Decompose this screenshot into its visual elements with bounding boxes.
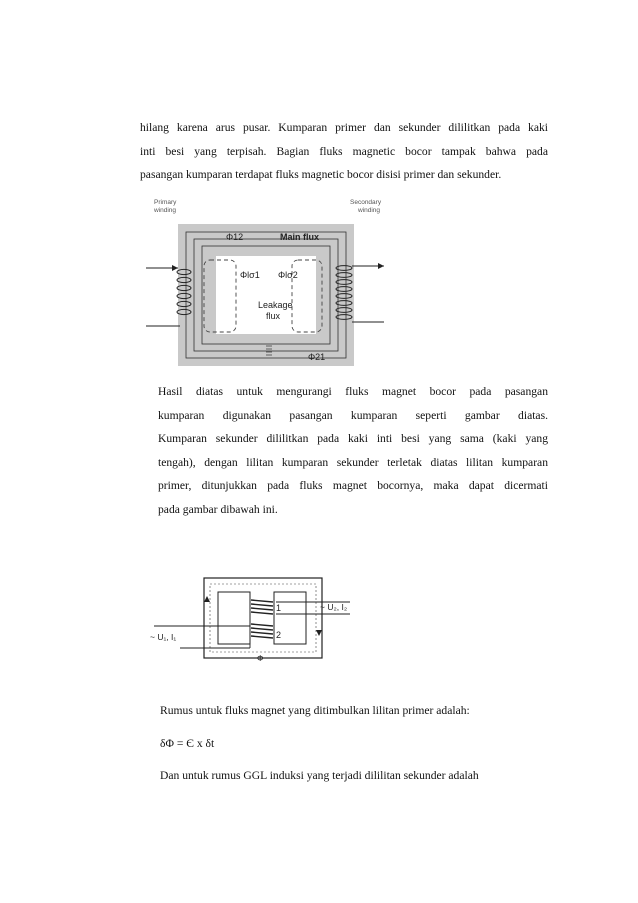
- primary-label-line: winding: [154, 207, 177, 214]
- phi12-label: Φ12: [226, 232, 244, 242]
- secondary-label-line: winding: [358, 207, 381, 214]
- core-outline: [204, 578, 322, 658]
- arrow-icon: [316, 630, 322, 636]
- paragraph-line: Hasil diatas untuk mengurangi fluks magnet bocor pada pasangan: [158, 385, 548, 398]
- leakage-label-line: Leakage: [258, 300, 293, 310]
- formula: δΦ = Є x δt: [160, 737, 215, 750]
- leakage-label-line: flux: [266, 311, 281, 321]
- winding-1-label: 1: [276, 603, 282, 613]
- arrow-icon: [204, 596, 210, 602]
- arrow-icon: [378, 263, 384, 269]
- primary-winding-2: [251, 624, 273, 638]
- paragraph-line: pasangan kumparan terdapat fluks magnetic bocor disisi primer dan sekunder.: [140, 168, 502, 181]
- transformer-leakage-figure: [140, 196, 390, 371]
- formula-intro: Rumus untuk fluks magnet yang ditimbulkan lilitan primer adalah:: [160, 704, 470, 717]
- paragraph-line: kumparan digunakan pasangan kumparan seperti gambar diatas.: [158, 408, 548, 422]
- primary-label-line: Primary: [154, 199, 177, 206]
- secondary-winding-1: [251, 600, 273, 614]
- phi-l1-label: Φlσ1: [240, 270, 260, 280]
- paragraph-line: pada gambar dibawah ini.: [158, 502, 278, 516]
- paragraph-line: inti besi yang terpisah. Bagian fluks magnetic bocor tampak bahwa pada: [140, 144, 548, 158]
- closing-text: Dan untuk rumus GGL induksi yang terjadi dililitan sekunder adalah: [160, 769, 479, 782]
- paragraph-line: tengah), dengan lilitan kumparan sekunder terletak diatas lilitan kumparan: [158, 455, 548, 469]
- paragraph-line: primer, ditunjukkan pada fluks magnet bocornya, maka dapat dicermati: [158, 479, 548, 492]
- paragraph-explanation: [158, 380, 548, 521]
- concentric-winding-figure: [140, 572, 370, 662]
- core-window: [216, 256, 316, 334]
- main-flux-label: Main flux: [280, 232, 320, 242]
- winding-2-label: 2: [276, 630, 282, 640]
- secondary-label-line: Secondary: [350, 199, 382, 206]
- paragraph-line: Kumparan sekunder dililitkan pada kaki inti besi yang sama (kaki yang: [158, 432, 548, 445]
- phi21-label: Φ21: [308, 352, 326, 362]
- phi-label: Φ: [257, 654, 264, 662]
- left-window: [218, 592, 250, 644]
- paragraph-intro: [140, 116, 548, 187]
- primary-source-label: ~ U₁, I₁: [150, 632, 177, 642]
- secondary-source-label: ~ U₂, I₂: [320, 602, 348, 612]
- phi-l2-label: Φlσ2: [278, 270, 298, 280]
- flux-path: [210, 584, 316, 652]
- arrow-icon: [172, 265, 178, 271]
- paragraph-line: hilang karena arus pusar. Kumparan primer dan sekunder dililitkan pada kaki: [140, 121, 548, 134]
